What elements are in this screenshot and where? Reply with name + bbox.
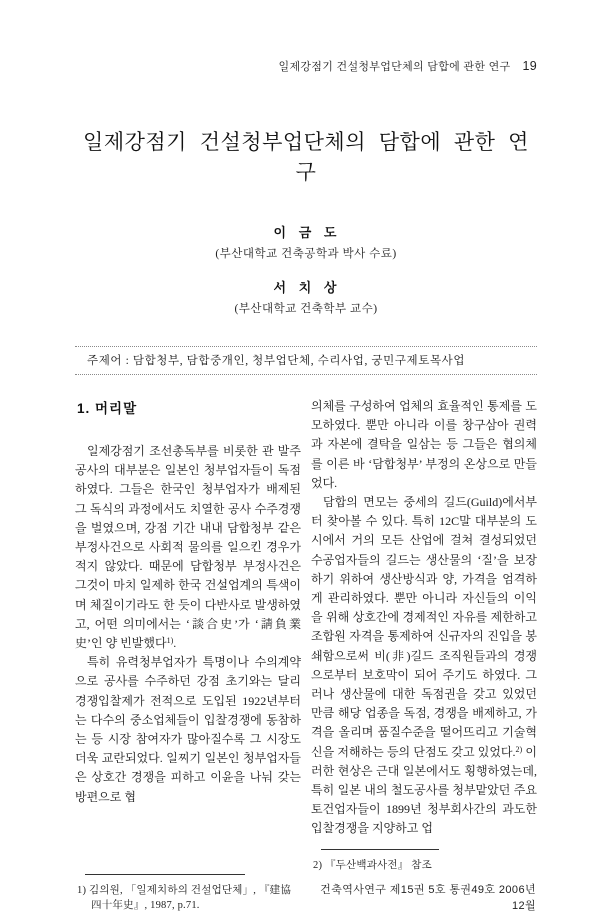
right-column [311,397,537,913]
body-columns [75,397,537,913]
paragraph: 의체를 구성하여 업체의 효율적인 통제를 도모하였다. 뿐만 아니라 이를 창구삼아 권력과 자본에 결탁을 일삼는 등 그들은 협의체를 이른 바 ‘담합청부’ 부정의 온상으로 만들었다. [311,399,537,490]
author-2 [75,277,537,316]
authors-block [75,222,537,316]
paragraph-text: 담합의 면모는 중세의 길드(Guild)에서부터 찾아볼 수 있다. 특히 12C말 대부분의 도시에서 거의 모든 산업에 걸쳐 결성되었던 수공업자들의 길드는 생산물의 ‘질’을 보장하기 위하여 생산방식과 양, 가격을 엄격하게 관리하였다. 뿐만 아니라 자신들의 이익을 위해 상호간에 경제적인 자유를 제한하고 조합원 자격을 통제하여 신규자의 진입을 봉쇄함으로써 비(非)길드 조직원들과의 경쟁으로부터 보호막이 되어 주기도 하였다. 그러나 생산물에 대한 독점권을 갖고 있었던 만큼 해당 업종을 독점, 경쟁을 배제하고, 가격을 올리며 품질수준을 떨어뜨리고 기술혁신을 저해하는 등의 단점도 갖고 있었다. [311,495,537,759]
left-column-text [75,442,301,807]
keywords-line: 주제어 : 담합청부, 담합중개인, 청부업단체, 수리사업, 궁민구제토목사업 [75,346,537,375]
paper-page [75,58,537,913]
footnote-separator [85,874,245,875]
paragraph-text: 이러한 현상은 근대 일본에서도 횡행하였는데, 특히 일본 내의 철도공사를 청부맡았던 주요 토건업자들이 1899년 청부회사간의 과도한 입찰경쟁을 지양하고 업 [311,744,537,836]
journal-footer: 건축역사연구 제15권 5호 통권49호 2006년 12월 [320,883,536,912]
author-affiliation: (부산대학교 건축공학과 박사 수료) [215,248,397,260]
footnote-2: 2) 『두산백과사전』 참조 [313,859,432,871]
footnote-1: 1) 김의원, 「일제치하의 건설업단체」, 『建協四十年史』, 1987, p.71. [77,884,292,911]
paragraph-text: . [173,636,177,651]
author-affiliation: (부산대학교 건축학부 교수) [234,303,378,315]
page-number: 19 [522,59,537,73]
right-footnote-block [311,839,537,913]
footnote-ref-2: 2) [515,744,523,754]
running-header [75,58,537,74]
author-1 [75,222,537,261]
paper-title: 일제강점기 건설청부업단체의 담합에 관한 연구 [83,130,529,184]
section-heading: 1. 머리말 [77,401,138,416]
paragraph-text: 일제강점기 조선총독부를 비롯한 관 발주 공사의 대부분은 일본인 청부업자들이 독점하였다. 그들은 한국인 청부업자가 배제된 그 독식의 과정에서도 치열한 공사 수주경쟁을 벌였으며, 강점 기간 내내 담합청부 같은 부정사건으로 사회적 물의를 일으킨 경우가 적지 않았다. 때문에 담합청부 부정사건은 그것이 마치 일제하 한국 건설업계의 특색이며 체질이기라도 한 듯이 다반사로 발생하였고, 어떤 의미에서는 ‘談合史’가 ‘請負業史’인 양 빈발했다 [75,444,301,651]
paragraph: 특히 유력청부업자가 특명이나 수의계약으로 공사를 수주하던 강점 초기와는 달리 경쟁입찰제가 전적으로 도입된 1922년부터는 다수의 중소업체들이 입찰경쟁에 동참하는 등 시장 참여자가 많아질수록 그 시장도 더욱 교란되었다. 일찌기 일본인 청부업자들은 상호간 경쟁을 피하고 이윤을 나눠 갖는 방편으로 협 [75,655,301,804]
footnote-separator [321,849,439,850]
footnote-ref-1: 1) [166,636,174,646]
paragraph [311,493,537,839]
left-footnote-block [75,864,301,913]
running-title: 일제강점기 건설청부업단체의 담합에 관한 연구 [278,61,511,73]
right-column-text [311,397,537,839]
paragraph [75,442,301,653]
left-column [75,397,301,913]
author-name: 이 금 도 [273,225,339,240]
author-name: 서 치 상 [273,280,339,295]
